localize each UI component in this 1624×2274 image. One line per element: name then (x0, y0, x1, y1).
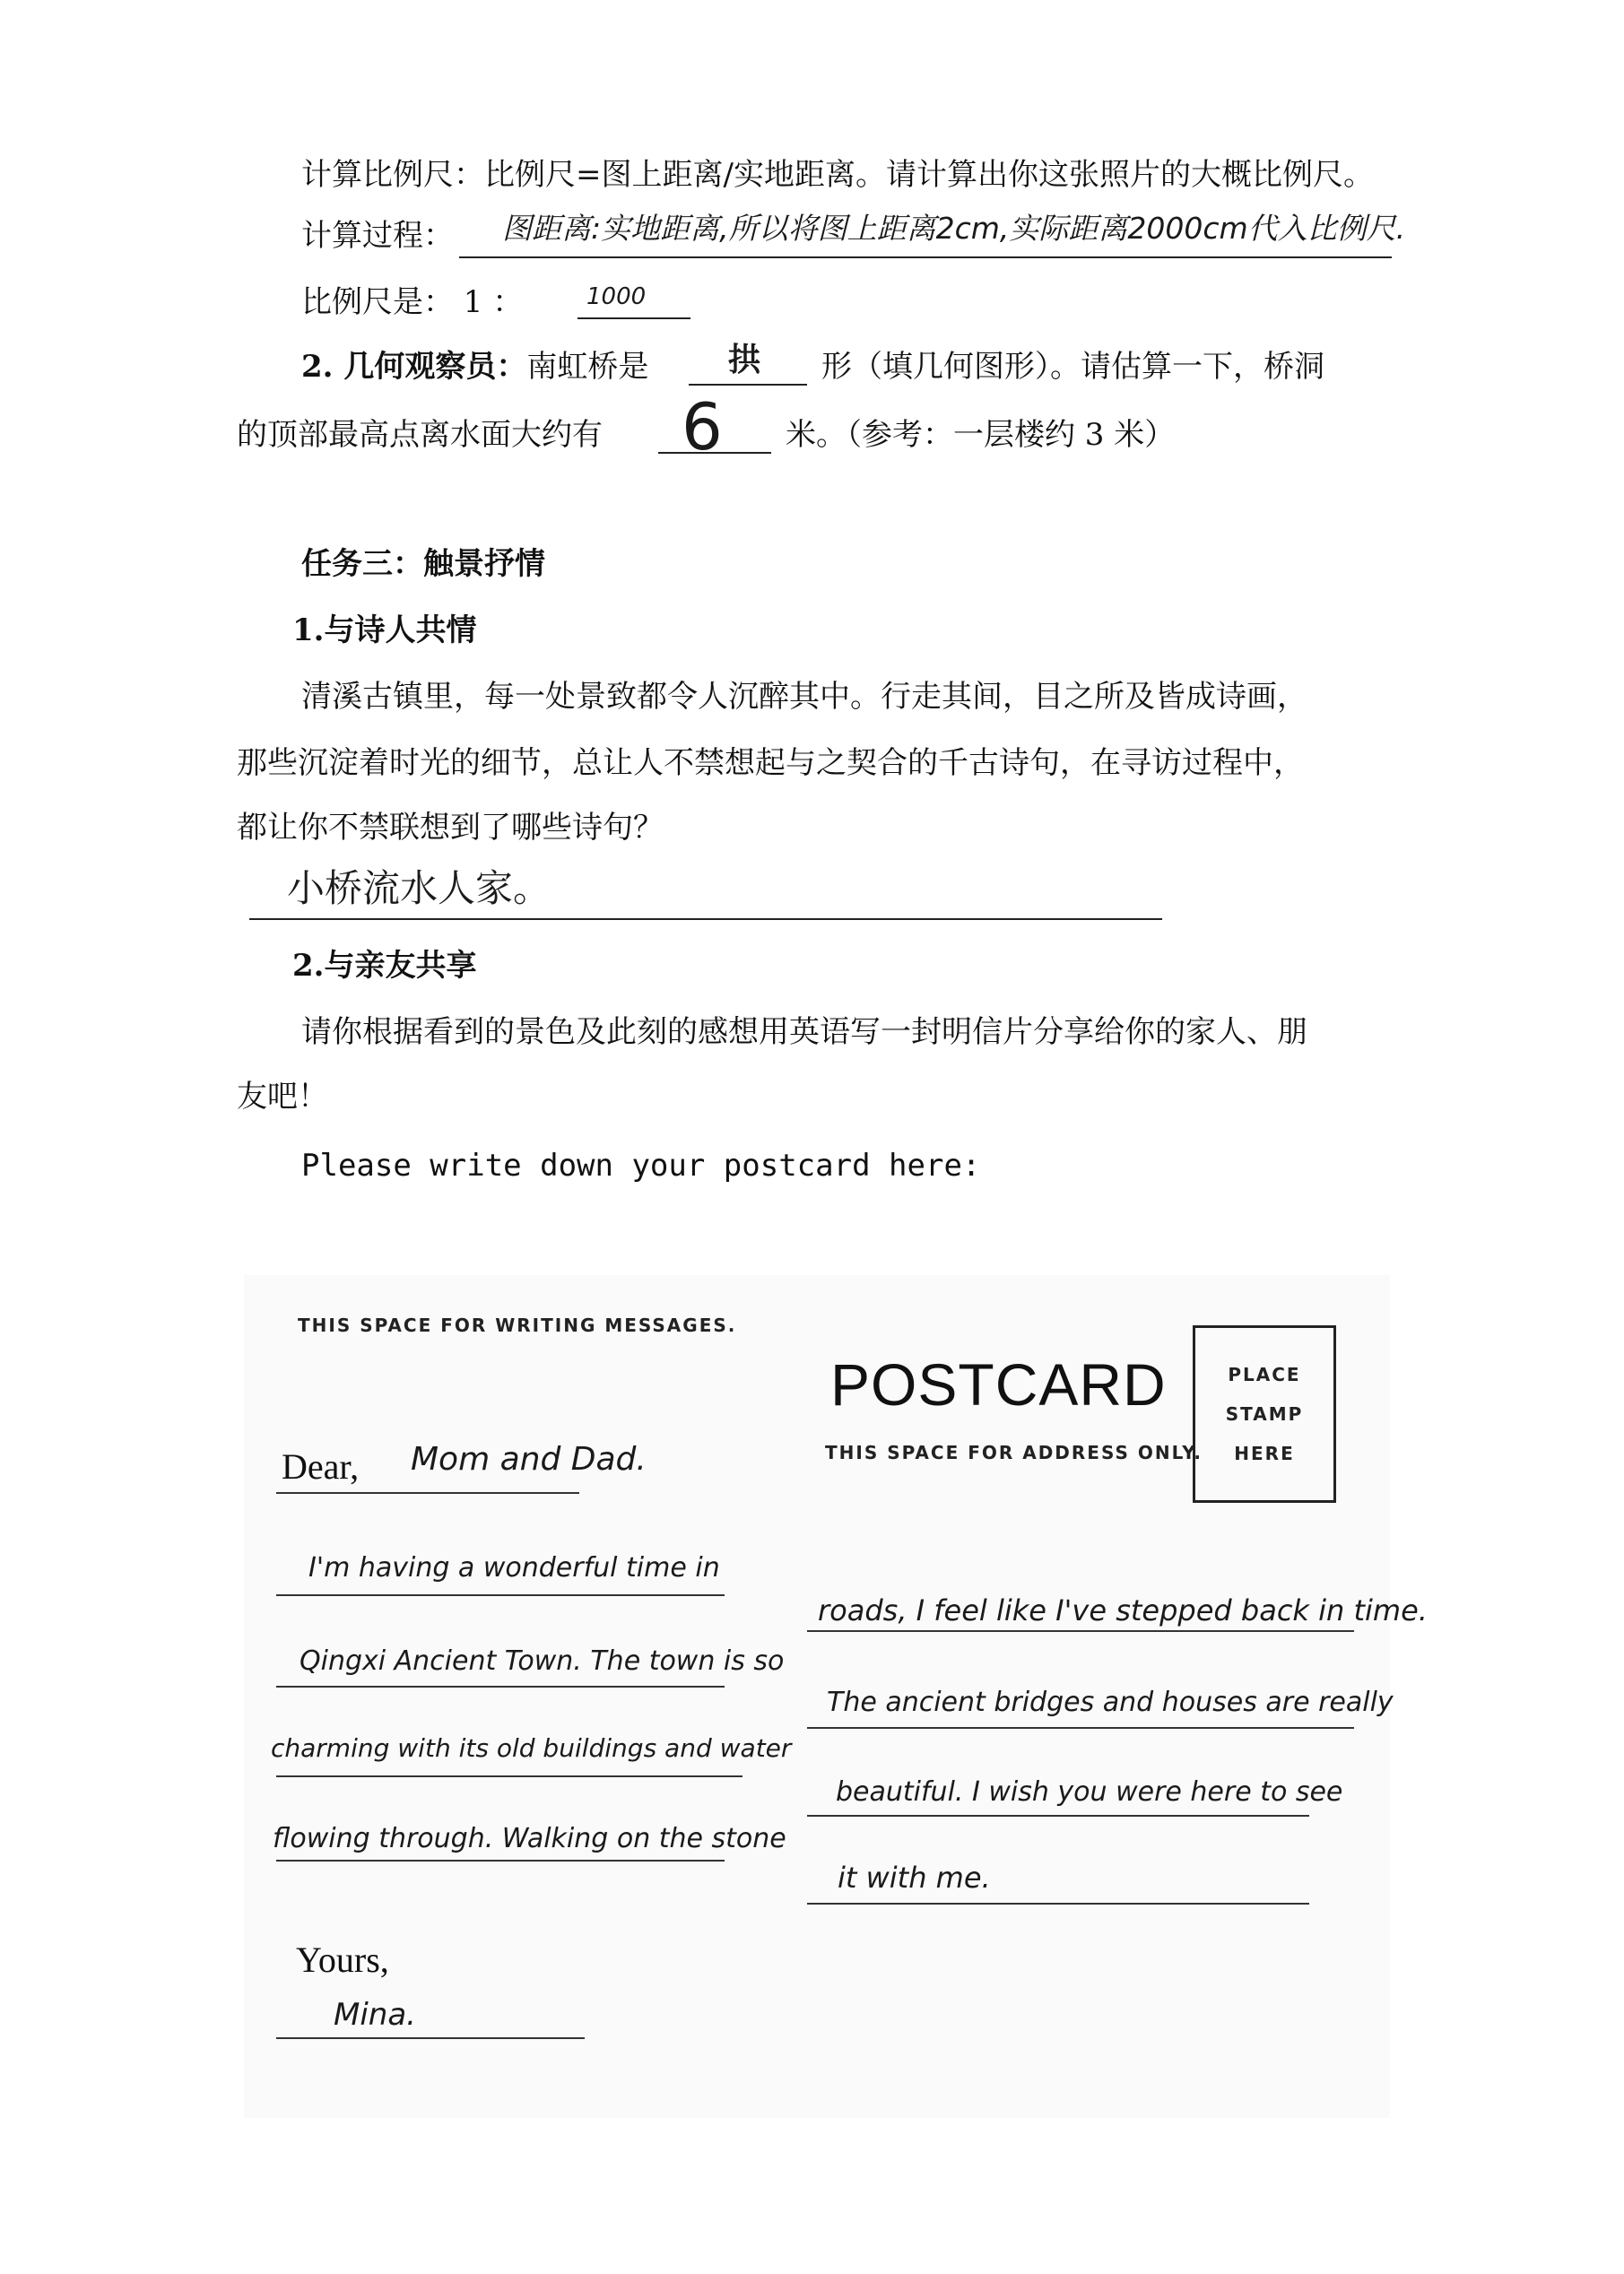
geo-label: 2. 几何观察员： (301, 349, 527, 385)
stamp-box (1193, 1325, 1336, 1503)
geo-height-answer[interactable]: 6 (682, 389, 723, 464)
signature-underline (276, 2037, 585, 2039)
para1-line3: 都让你不禁联想到了哪些诗句？ (237, 810, 664, 846)
para2-line1: 请你根据看到的景色及此刻的感想用英语写一封明信片分享给你的家人、朋 (301, 1014, 1307, 1050)
process-underline (459, 256, 1392, 258)
geo-text-1: 南虹桥是 (526, 349, 649, 385)
message-right-underline-2 (807, 1727, 1354, 1729)
task-three-sub1: 1.与诗人共情 (292, 612, 477, 648)
stamp-line-2: STAMP (1225, 1403, 1304, 1425)
message-left-line-3[interactable]: charming with its old buildings and water (271, 1733, 792, 1763)
geo-line-1 (301, 349, 649, 385)
postcard (244, 1275, 1428, 2118)
message-left-underline-4 (276, 1860, 725, 1862)
stamp-line-3: HERE (1234, 1443, 1295, 1464)
process-answer[interactable]: 图距离:实地距离,所以将图上距离2cm,实际距离2000cm代入比例尺. (502, 211, 1406, 246)
dear-label: Dear, (282, 1446, 360, 1487)
geo-shape-answer[interactable]: 拱 (728, 342, 761, 378)
geo-text-3: 的顶部最高点离水面大约有 (237, 417, 603, 453)
message-left-underline-1 (276, 1594, 725, 1596)
dear-name[interactable]: Mom and Dad. (411, 1441, 647, 1478)
message-right-underline-1 (807, 1630, 1354, 1632)
para2-line2: 友吧！ (237, 1079, 328, 1115)
poem-underline (249, 918, 1162, 920)
task-three-sub2: 2.与亲友共享 (292, 948, 477, 984)
stamp-line-1: PLACE (1228, 1364, 1301, 1385)
scale-answer[interactable]: 1000 (586, 283, 647, 310)
message-left-underline-3 (276, 1775, 743, 1777)
message-right-line-2[interactable]: The ancient bridges and houses are really (827, 1687, 1394, 1718)
para1-line2: 那些沉淀着时光的细节，总让人不禁想起与之契合的千古诗句，在寻访过程中， (237, 745, 1304, 781)
process-label: 计算过程： (301, 218, 454, 254)
para1-line1: 清溪古镇里，每一处景致都令人沉醉其中。行走其间，目之所及皆成诗画， (301, 679, 1307, 715)
message-right-underline-3 (807, 1815, 1309, 1817)
task-three-title: 任务三：触景抒情 (301, 546, 545, 582)
geo-text-2: 形（填几何图形）。请估算一下，桥洞 (821, 349, 1324, 385)
postcard-prompt: Please write down your postcard here: (301, 1148, 981, 1184)
message-left-line-4[interactable]: flowing through. Walking on the stone (273, 1823, 786, 1854)
message-right-line-4[interactable]: it with me. (838, 1861, 991, 1895)
yours-label: Yours, (296, 1940, 389, 1980)
signature[interactable]: Mina. (334, 1997, 416, 2033)
poem-answer[interactable]: 小桥流水人家。 (287, 866, 551, 910)
geo-height-underline (658, 452, 771, 454)
message-space-header: THIS SPACE FOR WRITING MESSAGES. (298, 1315, 737, 1336)
message-left-line-2[interactable]: Qingxi Ancient Town. The town is so (300, 1645, 785, 1677)
message-right-line-3[interactable]: beautiful. I wish you were here to see (836, 1776, 1343, 1808)
address-space-header: THIS SPACE FOR ADDRESS ONLY. (825, 1442, 1203, 1463)
message-left-underline-2 (276, 1686, 725, 1688)
scale-question: 计算比例尺：比例尺=图上距离/实地距离。请计算出你这张照片的大概比例尺。 (301, 157, 1374, 193)
message-right-line-1[interactable]: roads, I feel like I've stepped back in time. (818, 1593, 1428, 1627)
geo-shape-underline (689, 384, 807, 386)
postcard-title: POSTCARD (830, 1351, 1167, 1418)
geo-text-4: 米。（参考：一层楼约 3 米） (786, 417, 1176, 453)
scale-label: 比例尺是： 1 ： (301, 284, 524, 320)
dear-underline (276, 1492, 579, 1494)
message-right-underline-4 (807, 1903, 1309, 1905)
scale-underline (578, 317, 690, 319)
message-left-line-1[interactable]: I'm having a wonderful time in (308, 1552, 720, 1584)
